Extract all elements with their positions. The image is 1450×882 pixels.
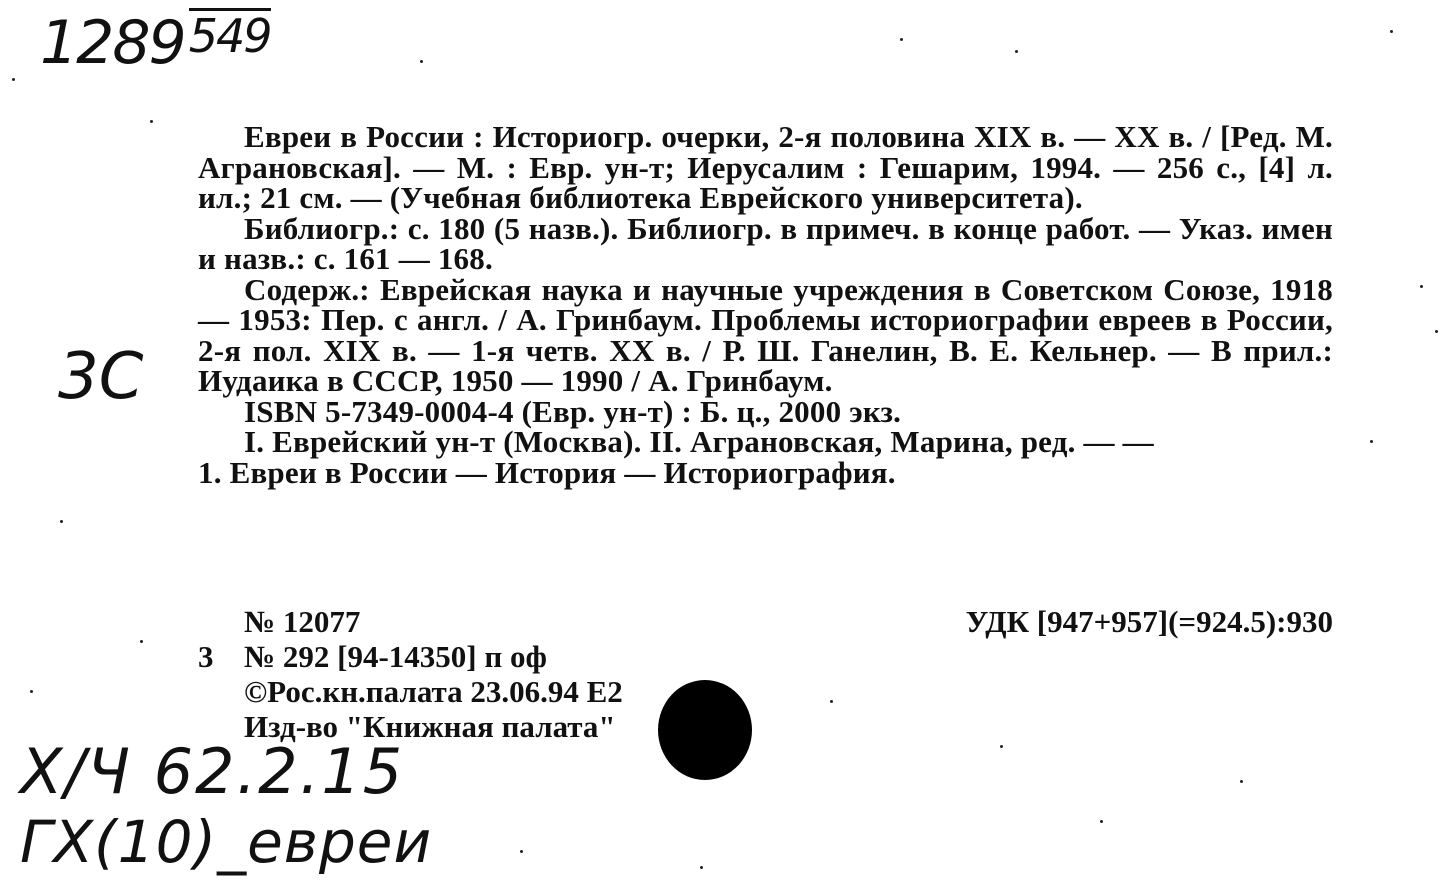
ink-blot xyxy=(658,680,752,780)
footer-row-3 xyxy=(198,675,1333,710)
handwritten-call-number xyxy=(40,8,271,78)
book-chamber-line: ©Рос.кн.палата 23.06.94 Е2 xyxy=(244,674,623,709)
udc-code: УДК [947+957](=924.5):930 xyxy=(965,604,1333,639)
footer-row-1 xyxy=(198,605,1333,640)
handwritten-mark: 3C xyxy=(58,340,144,414)
call-number-fraction xyxy=(188,8,271,63)
handwritten-inventory-1: Х/Ч 62.2.15 xyxy=(20,735,405,808)
card-footer xyxy=(198,605,1333,745)
entry-title-paragraph: Евреи в России : Историогр. очерки, 2-я половина XIX в. — XX в. / [Ред. М. Аграновская]. — М. : Евр. ун-т; Иерусалим : Гешарим, 1994. — 256 с., [4] л. ил.; 21 см. — (Учебная библиотека Еврейского университета). xyxy=(198,119,1333,215)
number-prefix: 3 xyxy=(198,639,214,674)
order-number: № 292 [94-14350] п оф xyxy=(244,639,547,674)
entry-added-entries-paragraph: I. Еврейский ун-т (Москва). II. Аграновская, Марина, ред. — — xyxy=(244,424,1154,459)
entry-subject-line: 1. Евреи в России — История — Историография. xyxy=(198,454,896,490)
call-number-sup: 549 xyxy=(188,9,271,63)
entry-contents-paragraph: Содерж.: Еврейская наука и научные учреждения в Советском Союзе, 1918 — 1953: Пер. с англ. / А. Гринбаум. Проблемы историографии евреев в России, 2-я пол. XIX в. — 1-я четв. XX в. / Р. Ш. Ганелин, В. Е. Кельнер. — В прил.: Иудаика в СССР, 1950 — 1990 / А. Гринбаум. xyxy=(198,271,1333,398)
entry-bibliography-paragraph: Библиогр.: с. 180 (5 назв.). Библиогр. в примеч. в конце работ. — Указ. имен и назв.: с. 161 — 168. xyxy=(198,210,1333,276)
handwritten-inventory-2: ГХ(10)_евреи xyxy=(20,808,433,876)
entry-isbn-paragraph: ISBN 5-7349-0004-4 (Евр. ун-т) : Б. ц., 2000 экз. xyxy=(244,393,902,429)
footer-row-2 xyxy=(198,640,1333,675)
bibliographic-entry xyxy=(198,119,1333,490)
record-number: № 12077 xyxy=(244,604,361,639)
publisher-line: Изд-во "Книжная палата" xyxy=(244,709,616,744)
call-number-main: 1289 xyxy=(40,8,185,78)
